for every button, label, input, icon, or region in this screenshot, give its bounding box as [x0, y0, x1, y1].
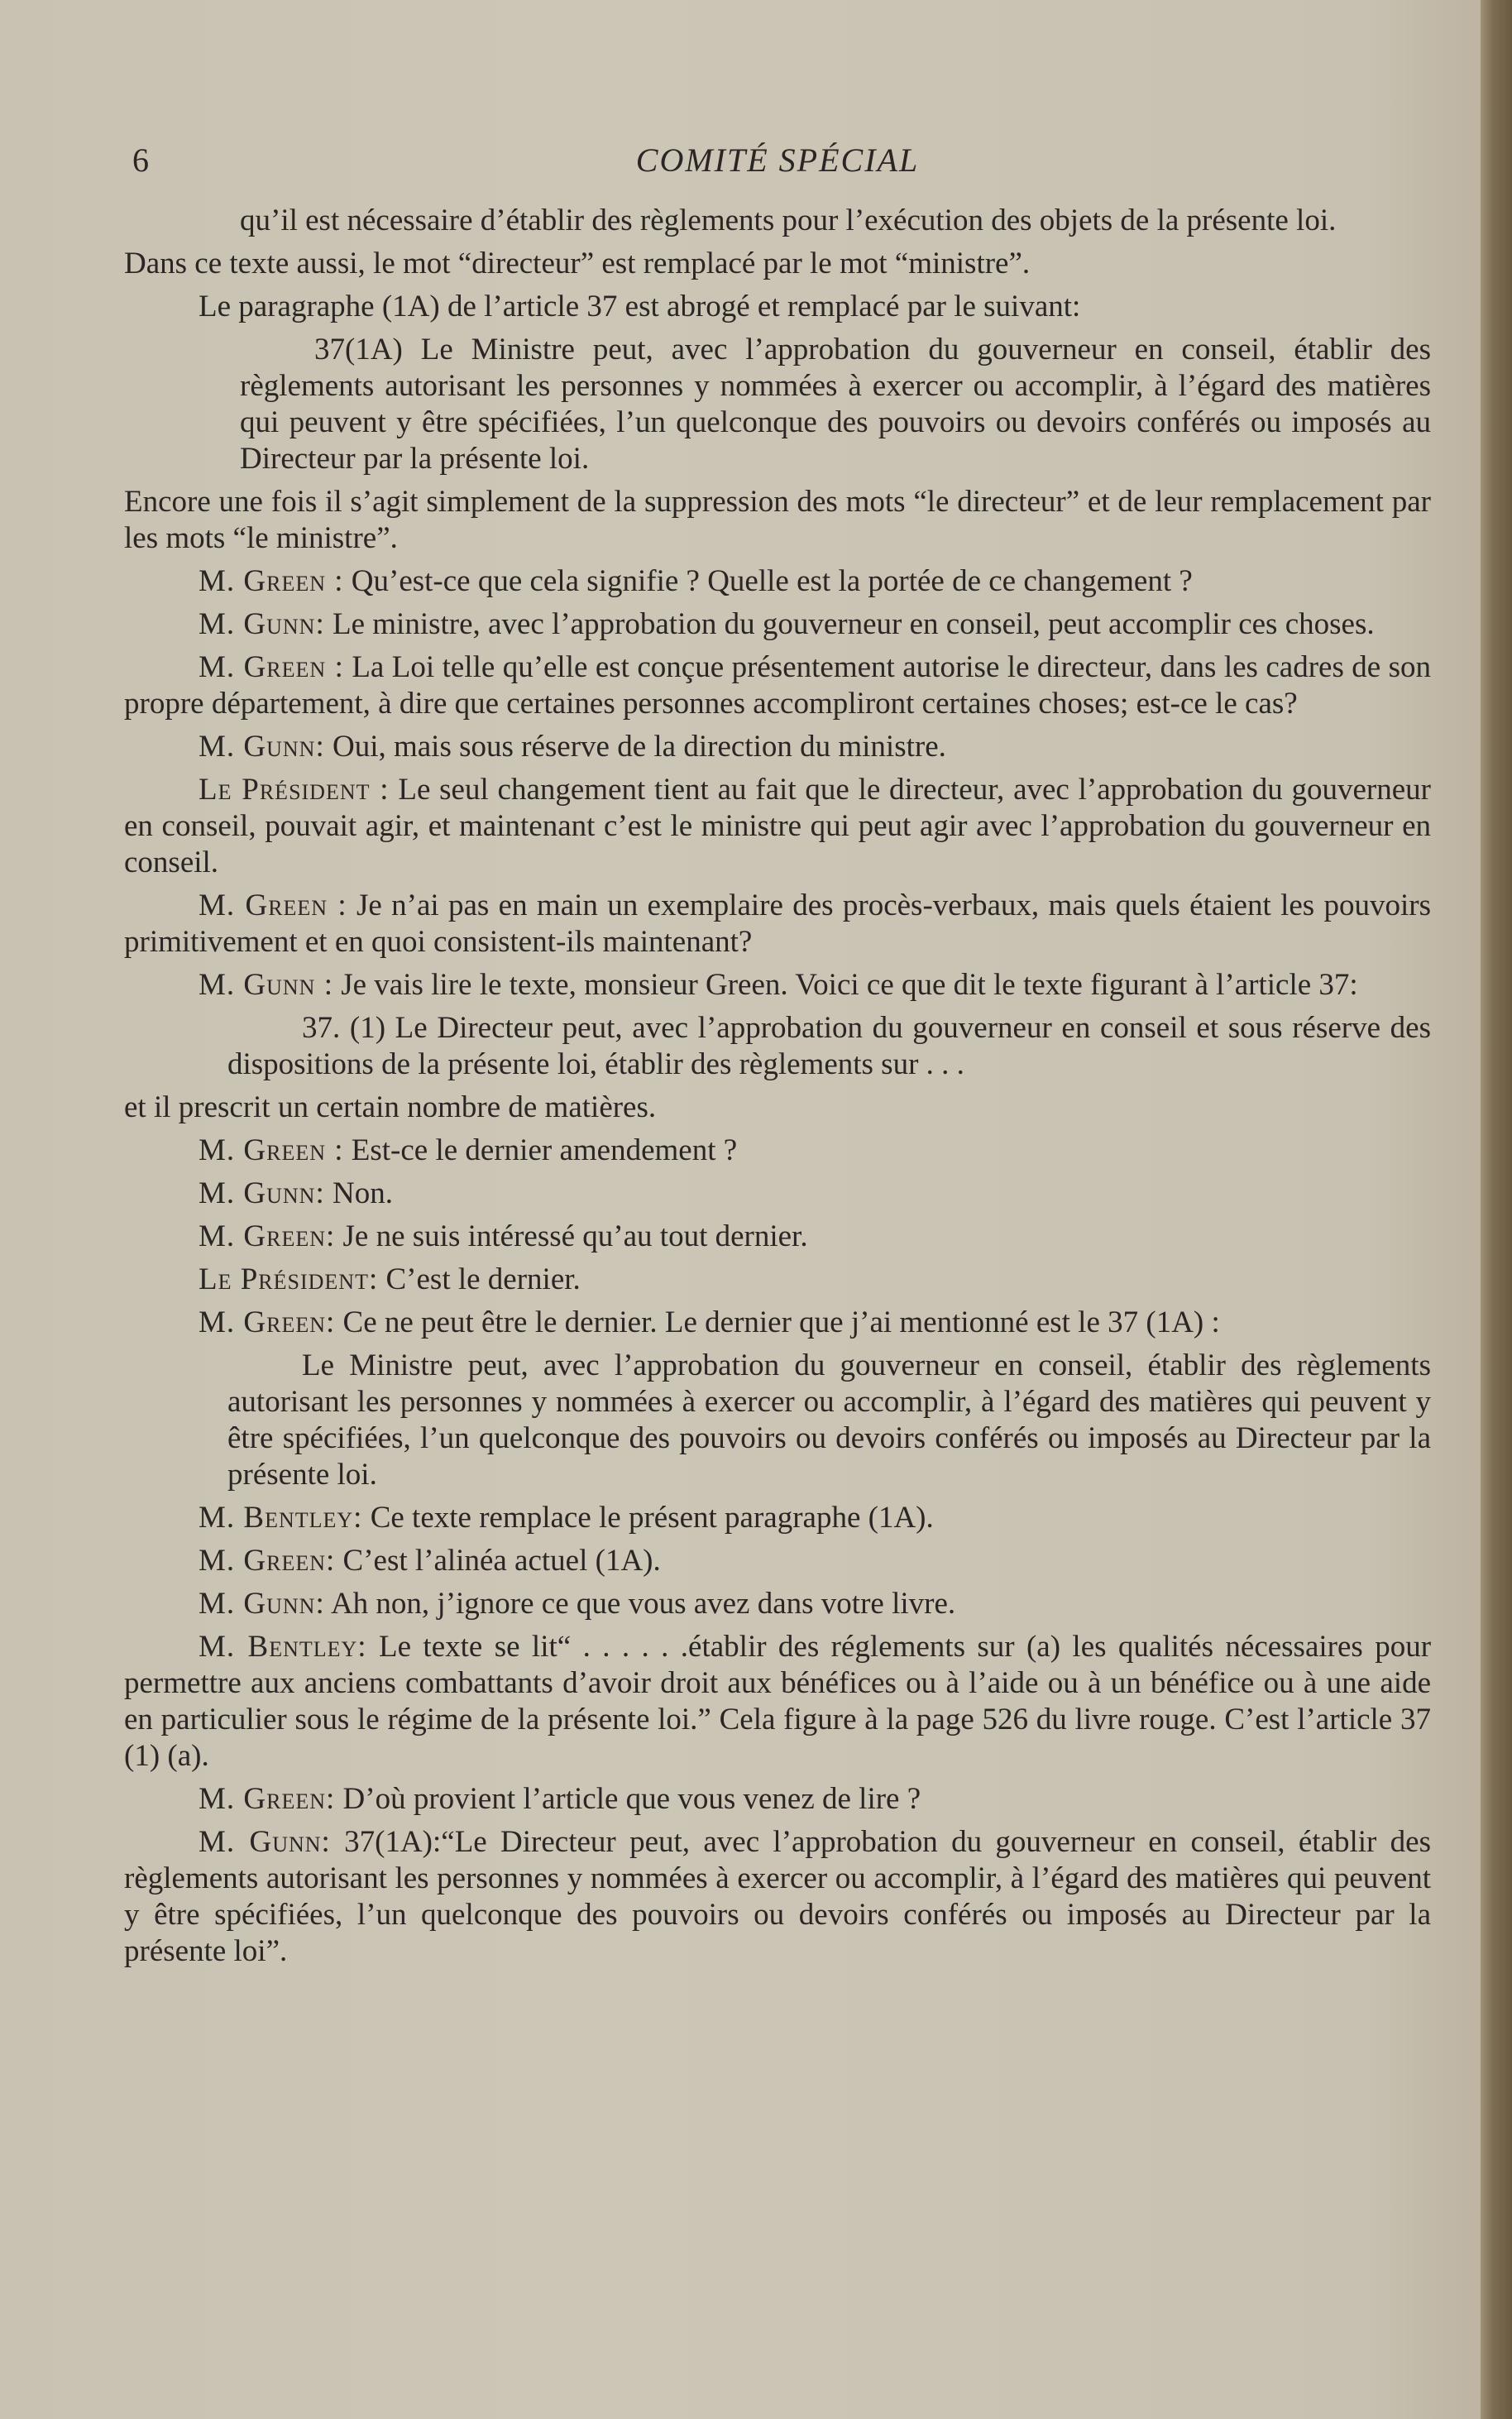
- running-title: COMITÉ SPÉCIAL: [635, 141, 920, 179]
- speaker: M. Bentley:: [199, 1501, 363, 1535]
- page-header: [132, 141, 1423, 190]
- speech: M. Green : Je n’ai pas en main un exemplaire des procès-verbaux, mais quels étaient les pouvoirs primitivement et en quoi consistent-ils maintenant?: [124, 889, 1432, 959]
- speaker: M. Bentley:: [199, 1630, 367, 1664]
- speech: M. Green : La Loi telle qu’elle est conçue présentement autorise le directeur, dans les cadres de son propre département, à dire que certaines personnes accompliront certaines choses; est-ce le cas?: [124, 650, 1432, 721]
- speech: Le Président: C’est le dernier.: [199, 1262, 581, 1296]
- speech: M. Green: Ce ne peut être le dernier. Le dernier que j’ai mentionné est le 37 (1A) :: [199, 1305, 1220, 1339]
- page-number: 6: [132, 141, 149, 179]
- speech: M. Green: Je ne suis intéressé qu’au tout dernier.: [199, 1219, 808, 1253]
- speaker: M. Green:: [199, 1219, 336, 1253]
- paragraph: qu’il est nécessaire d’établir des règlements pour l’exécution des objets de la présente loi.: [240, 204, 1337, 237]
- paragraph: Encore une fois il s’agit simplement de la suppression des mots “le directeur” et de leur remplacement par les mots “le ministre”.: [124, 485, 1431, 555]
- speech: M. Green : Est-ce le dernier amendement ?: [199, 1133, 738, 1167]
- paragraph: Dans ce texte aussi, le mot “directeur” est remplacé par le mot “ministre”.: [124, 247, 1031, 280]
- speaker: M. Gunn :: [199, 968, 333, 1002]
- speech: M. Gunn: Non.: [199, 1176, 393, 1210]
- speech: M. Bentley: Ce texte remplace le présent paragraphe (1A).: [199, 1501, 934, 1535]
- speaker: M. Gunn:: [199, 1176, 325, 1210]
- speech: M. Green : Qu’est-ce que cela signifie ? Quelle est la portée de ce changement ?: [199, 564, 1193, 598]
- speaker: Le Président:: [199, 1262, 379, 1296]
- speech: M. Gunn : Je vais lire le texte, monsieur Green. Voici ce que dit le texte figurant à l’article 37:: [199, 968, 1358, 1002]
- speaker: M. Green :: [199, 650, 344, 684]
- speaker: M. Green :: [199, 1133, 344, 1167]
- speaker: M. Green:: [199, 1782, 336, 1816]
- speaker: M. Green:: [199, 1305, 336, 1339]
- speaker: M. Gunn:: [199, 1825, 331, 1859]
- speech: M. Green: D’où provient l’article que vous venez de lire ?: [199, 1782, 921, 1816]
- speech: M. Gunn: Ah non, j’ignore ce que vous avez dans votre livre.: [199, 1587, 956, 1621]
- speaker: M. Gunn:: [199, 730, 325, 764]
- speech: M. Bentley: Le texte se lit“ . . . . . .établir des réglements sur (a) les qualités nécessaires pour permettre aux anciens combattants d’avoir droit aux bénéfices ou à l’aide ou à un bénéfice ou à une aide en particulier sous le régime de la présente loi.” Cela figure à la page 526 du livre rouge. C’est l’article 37 (1) (a).: [124, 1630, 1432, 1773]
- speech: M. Green: C’est l’alinéa actuel (1A).: [199, 1544, 661, 1578]
- paragraph: Le paragraphe (1A) de l’article 37 est abrogé et remplacé par le suivant:: [199, 290, 1081, 323]
- speaker: M. Green :: [199, 889, 347, 922]
- speech: Le Président : Le seul changement tient au fait que le directeur, avec l’approbation du gouverneur en conseil, pouvait agir, et maintenant c’est le ministre qui peut agir avec l’approbation du gouverneur en conseil.: [124, 773, 1431, 879]
- speaker: M. Green:: [199, 1544, 336, 1578]
- speech: M. Gunn: Oui, mais sous réserve de la direction du ministre.: [199, 730, 946, 764]
- quoted-text: Le Ministre peut, avec l’approbation du gouverneur en conseil, établir des règlements autorisant les personnes y nommées à exercer ou accomplir, à l’égard des matières qui peuvent y être spécifiées, l’un quelconque des pouvoirs ou devoirs conférés ou imposés au Directeur par la présente loi.: [227, 1348, 1431, 1492]
- paragraph: et il prescrit un certain nombre de matières.: [124, 1090, 657, 1124]
- speech: M. Gunn: 37(1A):“Le Directeur peut, avec l’approbation du gouverneur en conseil, établir des règlements autorisant les personnes y nommées à exercer ou accomplir, à l’égard des matières qui peuvent y être spécifiées, l’un quelconque des pouvoirs ou devoirs conférés ou imposés au Directeur par la présente loi”.: [124, 1825, 1431, 1968]
- speech: M. Gunn: Le ministre, avec l’approbation du gouverneur en conseil, peut accomplir ces choses.: [199, 607, 1375, 641]
- speaker: M. Gunn:: [199, 607, 325, 641]
- speaker: M. Green :: [199, 564, 344, 598]
- speaker: M. Gunn:: [199, 1587, 325, 1621]
- speaker: Le Président :: [199, 773, 390, 807]
- page-edge: [1481, 0, 1512, 2419]
- quoted-text: 37(1A) Le Ministre peut, avec l’approbation du gouverneur en conseil, établir des règlements autorisant les personnes y nommées à exercer ou accomplir, à l’égard des matières qui peuvent y être spécifiées, l’un quelconque des pouvoirs ou devoirs conférés ou imposés au Directeur par la présente loi.: [240, 333, 1431, 476]
- body-text: [124, 203, 1431, 1976]
- quoted-text: 37. (1) Le Directeur peut, avec l’approbation du gouverneur en conseil et sous réserve des dispositions de la présente loi, établir des règlements sur . . .: [227, 1011, 1431, 1081]
